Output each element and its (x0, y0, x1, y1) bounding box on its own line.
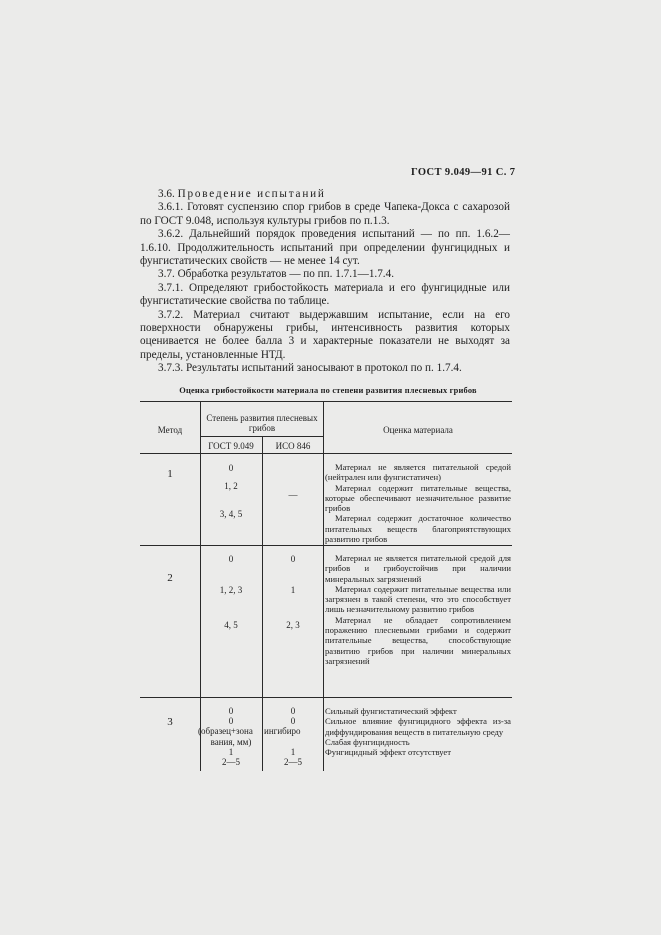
assessment-text (325, 553, 511, 666)
assessment-item: Фунгицидный эффект отсутствует (325, 747, 451, 758)
gost-value: (образец+зона (198, 726, 253, 736)
iso-value: 0 (290, 716, 296, 726)
gost-value: 1, 2, 3 (219, 585, 243, 595)
assessment-item: Сильный фунгистатический эффект (325, 706, 457, 716)
page-header: ГОСТ 9.049—91 С. 7 (411, 167, 516, 178)
header-gost: ГОСТ 9.049 (208, 441, 254, 451)
assessment-item: Сильное влияние фунгицидного эффекта из-за диффундирования веществ в питательную среду (325, 716, 511, 737)
paragraph-3-6-2: 3.6.2. Дальнейший порядок проведения испытаний — по пп. 1.6.2—1.6.10. Продолжительность испытаний при определении фунгицидных и фунгистатических свойств — не менее 14 сут. (140, 228, 510, 268)
paragraph-3-7-3: 3.7.3. Результаты испытаний заносывают в протокол по п. 1.7.4. (158, 362, 462, 375)
iso-value: 0 (290, 706, 296, 716)
method-cell: 3 (167, 716, 173, 728)
paragraph-3-7: 3.7. Обработка результатов — по пп. 1.7.1—1.7.4. (158, 268, 394, 281)
assessment-item: Материал содержит питательные вещества или загрязнен в такой степени, что это способствует лишь незначительному развитию грибов (325, 583, 511, 615)
assessment-item: Материал содержит достаточное количество питательных веществ благоприятствующих развитию грибов (325, 513, 511, 545)
assessment-text (325, 706, 511, 757)
table-divider (200, 436, 323, 437)
section-heading-text: Проведение испытаний (177, 188, 326, 200)
iso-value: 1 (290, 585, 296, 595)
section-heading-number: 3.6. (158, 188, 175, 200)
assessment-item: Материал не обладает сопротивлением поражению плесневыми грибами и содержит питательные вещества, способствующие развитию грибов при наличии минеральных загрязнений (325, 614, 511, 666)
paragraph-3-6-1: 3.6.1. Готовят суспензию спор грибов в среде Чапека-Докса с сахарозой по ГОСТ 9.048, используя культуры грибов по п.1.3. (140, 201, 510, 227)
gost-value: 0 (228, 554, 234, 564)
header-method: Метод (157, 425, 183, 435)
method-cell: 2 (167, 572, 173, 584)
gost-value: 3, 4, 5 (219, 509, 243, 519)
gost-value: 4, 5 (224, 620, 238, 630)
assessment-item: Слабая фунгицидность (325, 736, 410, 747)
assessment-item: Материал не является питательной средой (нейтрален или фунгистатичен) (325, 462, 511, 483)
iso-value: 0 (290, 554, 296, 564)
table-row-rule (140, 545, 512, 546)
assessment-text (325, 462, 511, 544)
table-header-rule (140, 453, 512, 454)
assessment-item: Материал содержит питательные вещества, которые обеспечивают незначительное развитие грибов (325, 482, 511, 514)
iso-value: 1 (290, 747, 296, 757)
body-text (140, 188, 510, 376)
iso-value: 2, 3 (286, 620, 300, 630)
gost-value: 0 (228, 706, 234, 716)
gost-value: 0 (228, 716, 234, 726)
gost-value: вания, мм) (210, 737, 252, 747)
iso-value: — (288, 490, 298, 500)
assessment-table (140, 401, 512, 771)
table-row-rule (140, 697, 512, 698)
table-title: Оценка грибостойкости материала по степени развития плесневых грибов (179, 386, 477, 395)
header-iso: ИСО 846 (275, 441, 311, 451)
iso-value: ингибиро (264, 726, 301, 736)
header-assessment: Оценка материала (383, 425, 453, 435)
paragraph-3-7-2: 3.7.2. Материал считают выдержавшим испытание, если на его поверхности обнаружены грибы, интенсивность развития которых оценивается не более балла 3 и характерные показатели не выходят за пределы, установленные НТД. (140, 308, 510, 361)
gost-value: 1 (228, 747, 234, 757)
gost-value: 0 (228, 463, 234, 473)
header-degree: Степень развития плесневых грибов (206, 413, 318, 434)
gost-value: 1, 2 (224, 481, 238, 491)
table-top-rule (140, 401, 512, 402)
method-cell: 1 (167, 468, 173, 480)
gost-value: 2—5 (222, 757, 240, 767)
iso-value: 2—5 (284, 757, 302, 767)
paragraph-3-7-1: 3.7.1. Определяют грибостойкость материала и его фунгицидные или фунгистатические свойства по таблице. (140, 281, 510, 308)
section-heading (140, 188, 510, 201)
assessment-item: Материал не является питательной средой для грибов и грибоустойчив при наличии минеральных загрязнений (325, 553, 511, 584)
